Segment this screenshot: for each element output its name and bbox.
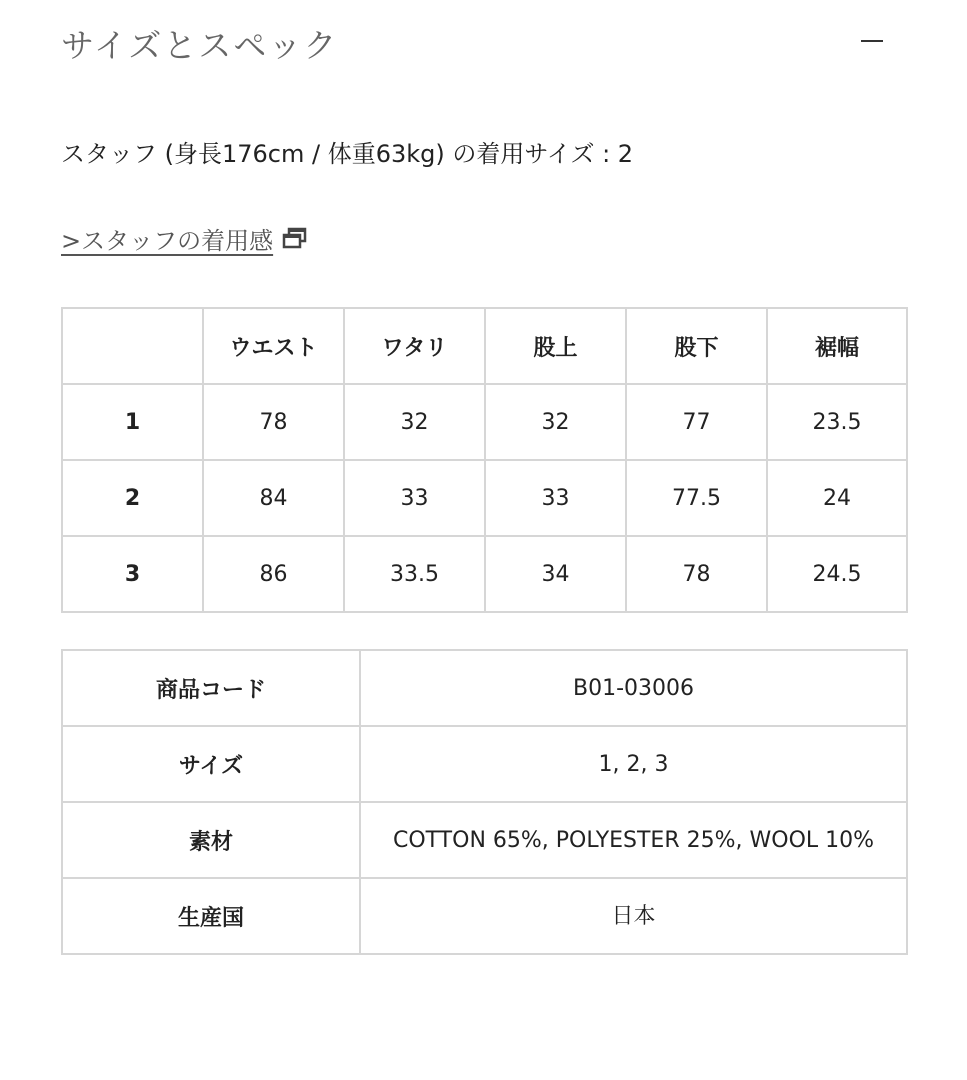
spec-label: 商品コード bbox=[62, 650, 360, 726]
column-header-hem-width: 裾幅 bbox=[767, 308, 907, 384]
spec-row-size bbox=[62, 726, 907, 802]
size-table-corner bbox=[62, 308, 203, 384]
size-label: 2 bbox=[62, 460, 203, 536]
spec-value: 日本 bbox=[360, 878, 907, 954]
table-cell: 33.5 bbox=[344, 536, 485, 612]
size-table bbox=[61, 307, 908, 613]
table-cell: 23.5 bbox=[767, 384, 907, 460]
table-cell: 84 bbox=[203, 460, 344, 536]
spec-value: COTTON 65%, POLYESTER 25%, WOOL 10% bbox=[360, 802, 907, 878]
table-cell: 32 bbox=[344, 384, 485, 460]
staff-fit-link-label: >スタッフの着用感 bbox=[61, 227, 274, 255]
column-header-inseam: 股下 bbox=[626, 308, 767, 384]
column-header-waist: ウエスト bbox=[203, 308, 344, 384]
spec-label: 生産国 bbox=[62, 878, 360, 954]
table-cell: 32 bbox=[485, 384, 626, 460]
table-cell: 24.5 bbox=[767, 536, 907, 612]
table-cell: 86 bbox=[203, 536, 344, 612]
spec-table bbox=[61, 649, 908, 955]
table-cell: 24 bbox=[767, 460, 907, 536]
section-title: サイズとスペック bbox=[61, 26, 339, 65]
table-cell: 34 bbox=[485, 536, 626, 612]
size-label: 1 bbox=[62, 384, 203, 460]
spec-value: B01-03006 bbox=[360, 650, 907, 726]
table-cell: 33 bbox=[485, 460, 626, 536]
spec-label: 素材 bbox=[62, 802, 360, 878]
staff-fit-link[interactable] bbox=[61, 221, 308, 256]
spec-row-material bbox=[62, 802, 907, 878]
staff-size-info: スタッフ (身長176cm / 体重63kg) の着用サイズ : 2 bbox=[61, 140, 634, 168]
size-label: 3 bbox=[62, 536, 203, 612]
spec-value: 1, 2, 3 bbox=[360, 726, 907, 802]
external-window-icon bbox=[282, 227, 308, 249]
table-cell: 78 bbox=[203, 384, 344, 460]
table-cell: 33 bbox=[344, 460, 485, 536]
spec-row-product-code bbox=[62, 650, 907, 726]
spec-label: サイズ bbox=[62, 726, 360, 802]
table-cell: 77.5 bbox=[626, 460, 767, 536]
size-table-header-row bbox=[62, 308, 907, 384]
table-cell: 77 bbox=[626, 384, 767, 460]
table-row bbox=[62, 460, 907, 536]
table-cell: 78 bbox=[626, 536, 767, 612]
table-row bbox=[62, 384, 907, 460]
minus-icon[interactable] bbox=[861, 40, 883, 42]
section-header[interactable] bbox=[61, 18, 891, 66]
spec-row-country bbox=[62, 878, 907, 954]
table-row bbox=[62, 536, 907, 612]
column-header-thigh: ワタリ bbox=[344, 308, 485, 384]
column-header-rise: 股上 bbox=[485, 308, 626, 384]
